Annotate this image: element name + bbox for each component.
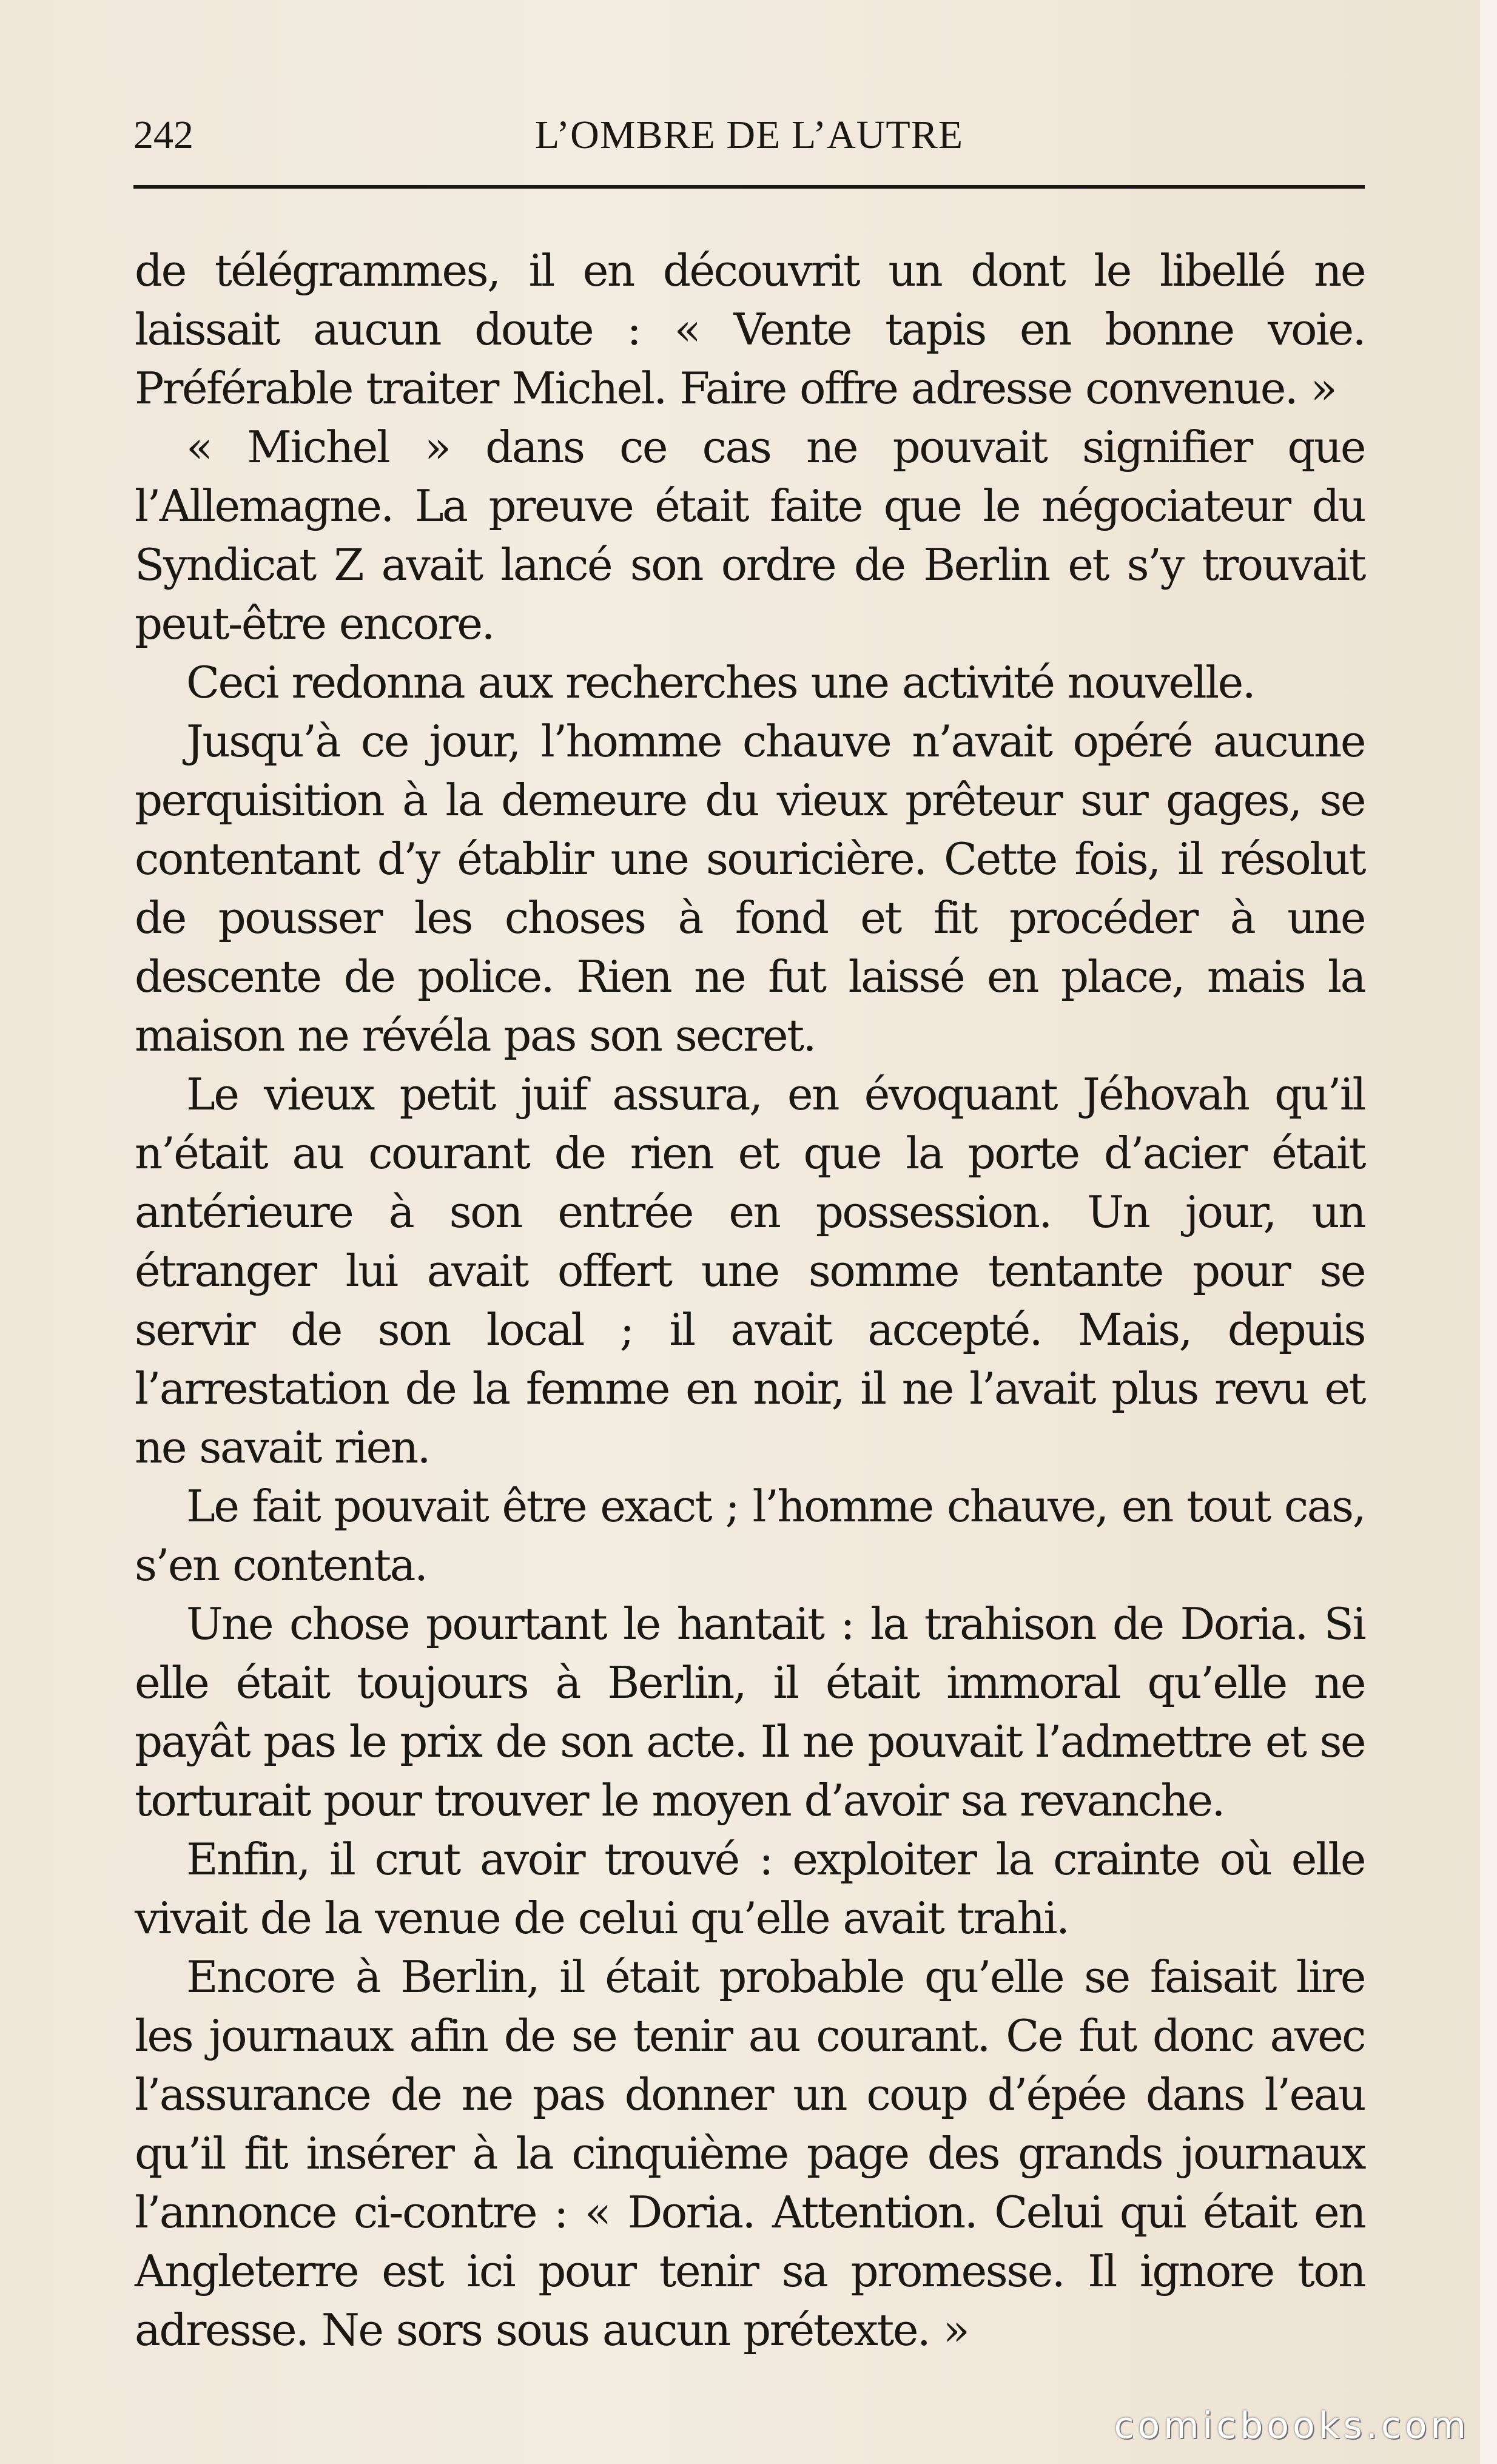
- paragraph: « Michel » dans ce cas ne pouvait signifier que l’Allemagne. La preuve était faite que le négociateur du Syndicat Z avait lancé son ordre de Berlin et s’y trouvait peut-être encore.: [135, 422, 1365, 649]
- body-text: [135, 241, 1365, 2360]
- paragraph: Encore à Berlin, il était probable qu’elle se faisait lire les journaux afin de se tenir au courant. Ce fut donc avec l’assurance de ne pas donner un coup d’épée dans l’eau qu’il fit insérer à la cinquième page des grands journaux l’annonce ci-contre : « Doria. Attention. Celui qui était en Angleterre est ici pour tenir sa promesse. Il ignore ton adresse. Ne sors sous aucun prétexte. »: [135, 1951, 1365, 2355]
- page-header: [133, 100, 1365, 167]
- paragraph: de télégrammes, il en découvrit un dont le libellé ne laissait aucun doute : « Vente tapis en bonne voie. Préférable traiter Michel. Faire offre adresse convenue. »: [135, 245, 1365, 414]
- watermark: comicbooks.com: [1114, 2405, 1470, 2447]
- page-number: 242: [133, 113, 193, 157]
- paragraph: Le vieux petit juif assura, en évoquant Jéhovah qu’il n’était au courant de rien et que la porte d’acier était antérieure à son entrée en possession. Un jour, un étranger lui avait offert une somme tentante pour se servir de son local ; il avait accepté. Mais, depuis l’arrestation de la femme en noir, il ne l’avait plus revu et ne savait rien.: [135, 1069, 1365, 1473]
- header-rule: [133, 185, 1365, 189]
- running-title: L’OMBRE DE L’AUTRE: [534, 113, 964, 157]
- paragraph: Ceci redonna aux recherches une activité nouvelle.: [186, 657, 1255, 708]
- paragraph: Une chose pourtant le hantait : la trahison de Doria. Si elle était toujours à Berlin, il était immoral qu’elle ne payât pas le prix de son acte. Il ne pouvait l’admettre et se torturait pour trouver le moyen d’avoir sa revanche.: [135, 1598, 1365, 1826]
- paragraph: Jusqu’à ce jour, l’homme chauve n’avait opéré aucune perquisition à la demeure du vieux prêteur sur gages, se contentant d’y établir une souricière. Cette fois, il résolut de pousser les choses à fond et fit procéder à une descente de police. Rien ne fut laissé en place, mais la maison ne révéla pas son secret.: [135, 716, 1365, 1061]
- paragraph: Le fait pouvait être exact ; l’homme chauve, en tout cas, s’en contenta.: [135, 1481, 1365, 1590]
- page-edge: [1480, 0, 1497, 2464]
- paragraph: Enfin, il crut avoir trouvé : exploiter la crainte où elle vivait de la venue de celui qu’elle avait trahi.: [135, 1834, 1365, 1944]
